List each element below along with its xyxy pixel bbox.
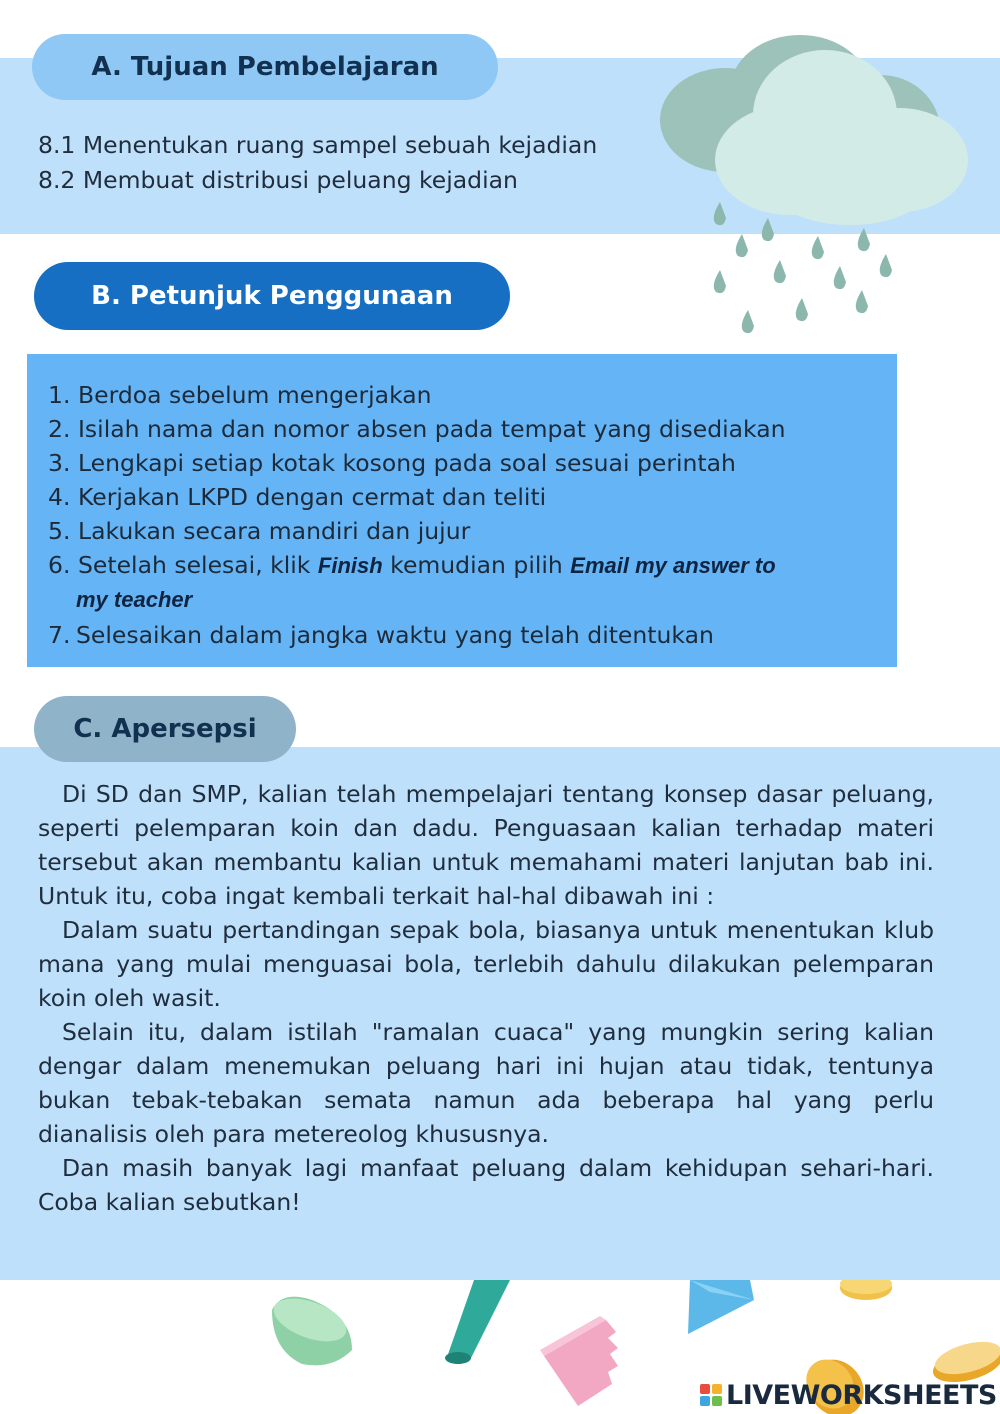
email-answer-label-cont: my teacher	[76, 587, 193, 612]
cylinder-icon	[445, 1280, 510, 1364]
finish-label: Finish	[317, 553, 383, 578]
step6-text-mid: kemudian pilih	[390, 551, 563, 579]
section-a-title: A. Tujuan Pembelajaran	[32, 34, 498, 100]
paragraph: Dalam suatu pertandingan sepak bola, biasanya untuk menentukan klub mana yang mulai menguasai bola, terlebih dahulu dilakukan pelemparan koin oleh wasit.	[38, 916, 934, 1012]
objective-item: 8.2 Membuat distribusi peluang kejadian	[38, 166, 518, 194]
step-number: 6.	[48, 551, 71, 579]
instruction-item	[48, 446, 878, 480]
diamond-icon	[688, 1280, 754, 1334]
paragraph: Di SD dan SMP, kalian telah mempelajari tentang konsep dasar peluang, seperti pelemparan koin dan dadu. Penguasaan kalian terhadap materi tersebut akan membantu kalian untuk memahami materi lanjutan bab ini. Untuk itu, coba ingat kembali terkait hal-hal dibawah ini :	[38, 780, 934, 910]
logo-text: LIVEWORKSHEETS	[726, 1379, 997, 1411]
step-text: Isilah nama dan nomor absen pada tempat yang disediakan	[78, 415, 786, 443]
stair-shape-icon	[540, 1316, 618, 1406]
step-number: 5.	[48, 517, 71, 545]
objectives-list	[38, 128, 597, 198]
step-text: Selesaikan dalam jangka waktu yang telah ditentukan	[76, 621, 714, 649]
step6-continuation	[48, 583, 878, 616]
objective-item: 8.1 Menentukan ruang sampel sebuah kejadian	[38, 131, 598, 159]
apersepsi-text	[38, 777, 934, 1219]
instruction-item	[48, 378, 878, 412]
instruction-item	[48, 514, 878, 548]
email-answer-label: Email my answer to	[570, 553, 776, 578]
step-text	[78, 548, 878, 583]
paragraph: Dan masih banyak lagi manfaat peluang dalam kehidupan sehari-hari. Coba kalian sebutkan!	[38, 1154, 934, 1216]
coin-icon	[840, 1280, 892, 1300]
step-number: 3.	[48, 449, 71, 477]
step-number: 4.	[48, 483, 71, 511]
step-number: 7.	[48, 621, 71, 649]
instruction-item	[48, 480, 878, 514]
step6-text-before: Setelah selesai, klik	[78, 551, 311, 579]
instruction-item	[48, 618, 878, 652]
instruction-item	[48, 412, 878, 446]
instructions-list	[48, 378, 878, 652]
logo-mark-icon	[700, 1384, 722, 1406]
liveworksheets-logo	[700, 1378, 997, 1412]
section-b-title: B. Petunjuk Penggunaan	[34, 262, 510, 330]
step-text: Lengkapi setiap kotak kosong pada soal sesuai perintah	[78, 449, 736, 477]
hemisphere-icon	[268, 1290, 352, 1365]
step-number: 1.	[48, 381, 71, 409]
paragraph: Selain itu, dalam istilah "ramalan cuaca" yang mungkin sering kalian dengar dalam menemukan peluang hari ini hujan atau tidak, tentunya bukan tebak-tebakan semata namun ada beberapa hal yang perlu dianalisis oleh para metereolog khususnya.	[38, 1018, 934, 1148]
step-number: 2.	[48, 415, 71, 443]
step-text: Berdoa sebelum mengerjakan	[78, 381, 432, 409]
step-text: Kerjakan LKPD dengan cermat dan teliti	[78, 483, 547, 511]
rain-cloud-icon	[650, 20, 980, 340]
step-text: Lakukan secara mandiri dan jujur	[78, 517, 471, 545]
section-c-title: C. Apersepsi	[34, 696, 296, 762]
instruction-item	[48, 548, 878, 583]
